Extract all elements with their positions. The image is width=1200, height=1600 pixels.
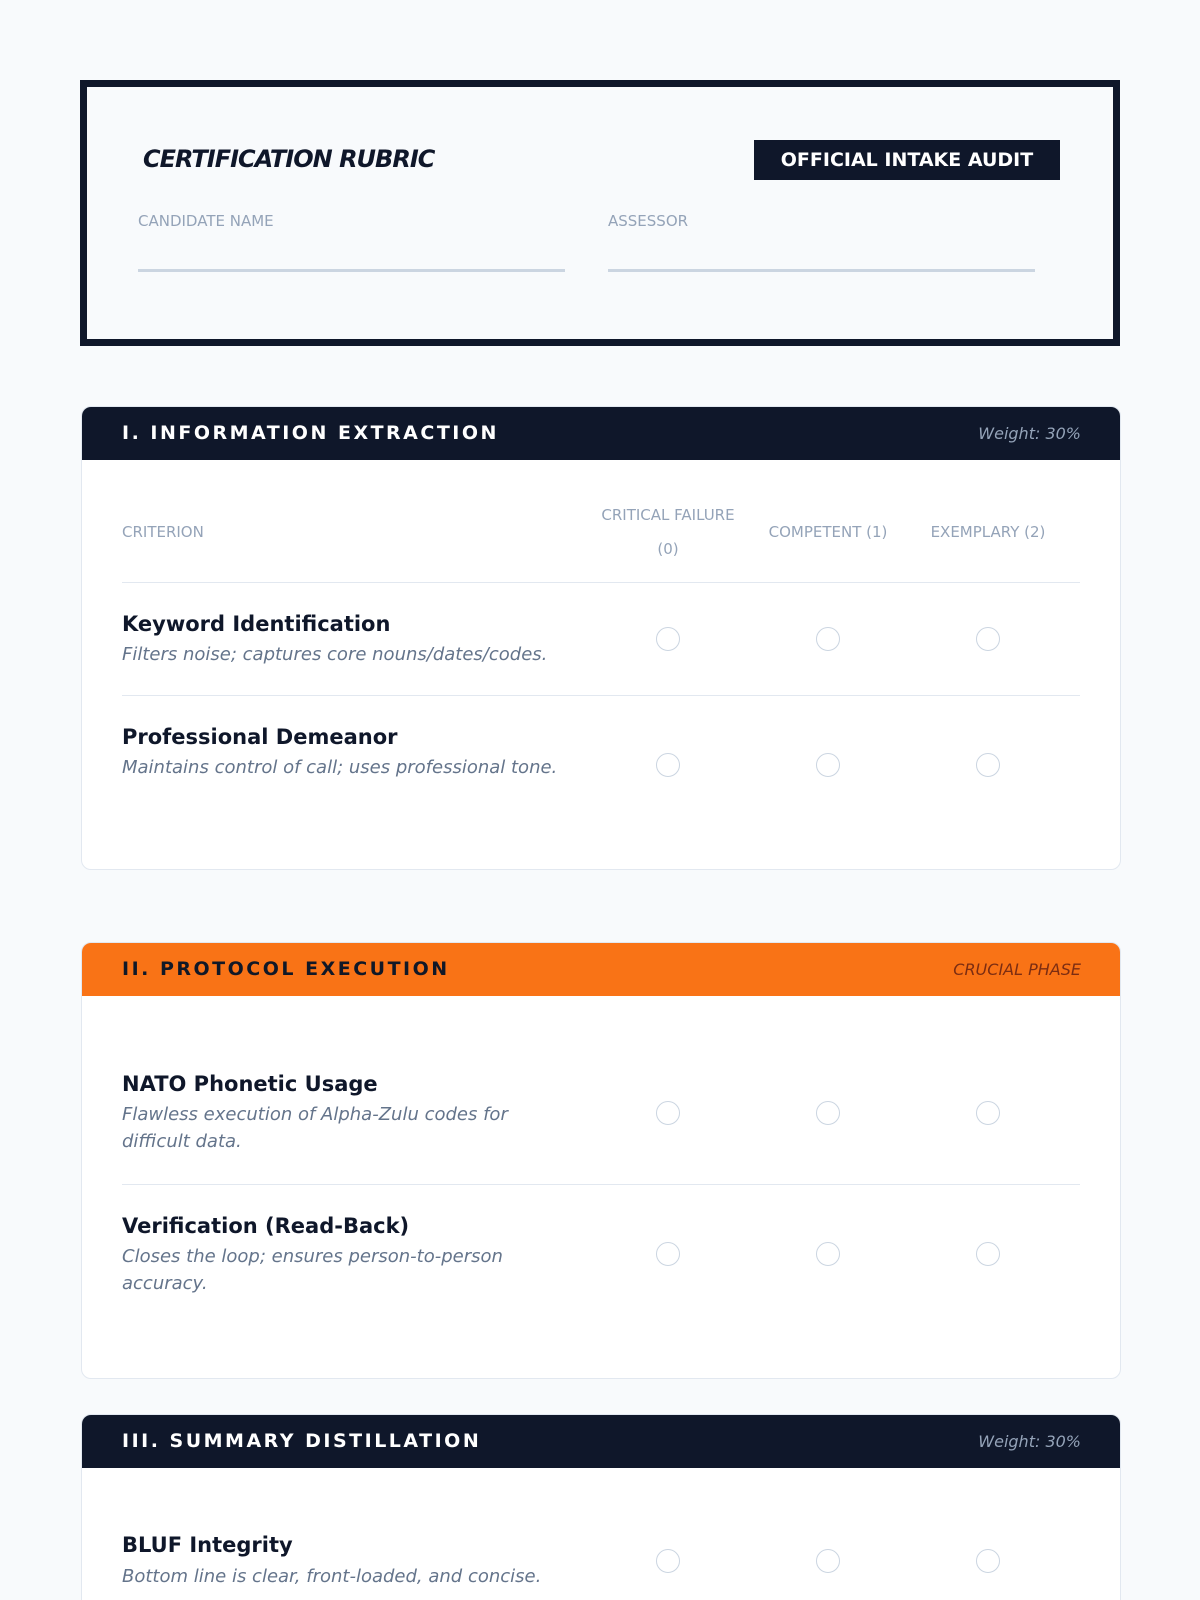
section-weight: Weight: 30% bbox=[978, 1432, 1081, 1451]
column-header-critical-failure bbox=[588, 498, 748, 566]
column-header-competent: COMPETENT (1) bbox=[768, 523, 888, 541]
column-header-criterion: CRITERION bbox=[122, 523, 204, 541]
score-radio-competent[interactable] bbox=[816, 1242, 840, 1266]
score-radio-competent[interactable] bbox=[816, 1549, 840, 1573]
criterion-row-professional-demeanor bbox=[82, 696, 1120, 836]
criterion-name: Professional Demeanor bbox=[122, 725, 398, 749]
score-radio-exemplary[interactable] bbox=[976, 1549, 1000, 1573]
score-radio-competent[interactable] bbox=[816, 627, 840, 651]
score-radio-competent[interactable] bbox=[816, 753, 840, 777]
criterion-name: Keyword Identification bbox=[122, 612, 391, 636]
criterion-name: Verification (Read-Back) bbox=[122, 1214, 410, 1238]
score-radio-exemplary[interactable] bbox=[976, 627, 1000, 651]
criterion-description: Bottom line is clear, front-loaded, and concise. bbox=[122, 1566, 542, 1587]
candidate-name-label: CANDIDATE NAME bbox=[138, 212, 274, 230]
column-header-exemplary: EXEMPLARY (2) bbox=[930, 523, 1046, 541]
section-summary-distillation bbox=[81, 1414, 1121, 1600]
document-title: CERTIFICATION RUBRIC bbox=[143, 145, 435, 173]
header-card bbox=[80, 80, 1120, 346]
assessor-input[interactable] bbox=[608, 242, 1035, 272]
score-radio-exemplary[interactable] bbox=[976, 1101, 1000, 1125]
section-title: II. PROTOCOL EXECUTION bbox=[122, 958, 450, 980]
criterion-row-verification-read-back bbox=[82, 1185, 1120, 1365]
section-title: I. INFORMATION EXTRACTION bbox=[122, 422, 499, 444]
assessor-label: ASSESSOR bbox=[608, 212, 689, 230]
criterion-row-bluf-integrity bbox=[82, 1468, 1120, 1600]
criterion-description: Filters noise; captures core nouns/dates/codes. bbox=[122, 644, 548, 665]
criterion-row-nato-phonetic-usage bbox=[82, 996, 1120, 1185]
criterion-description: Maintains control of call; uses professional tone. bbox=[122, 757, 558, 778]
score-radio-critical-failure[interactable] bbox=[656, 1549, 680, 1573]
score-radio-competent[interactable] bbox=[816, 1101, 840, 1125]
candidate-name-input[interactable] bbox=[138, 242, 565, 272]
section-title: III. SUMMARY DISTILLATION bbox=[122, 1430, 482, 1452]
score-radio-exemplary[interactable] bbox=[976, 1242, 1000, 1266]
audit-badge: OFFICIAL INTAKE AUDIT bbox=[754, 140, 1060, 180]
section-weight: Weight: 30% bbox=[978, 424, 1081, 443]
section-header bbox=[82, 943, 1120, 996]
section-phase-tag: CRUCIAL PHASE bbox=[953, 960, 1081, 979]
criterion-name: NATO Phonetic Usage bbox=[122, 1072, 378, 1096]
column-headers bbox=[82, 460, 1120, 583]
score-radio-critical-failure[interactable] bbox=[656, 1242, 680, 1266]
score-radio-exemplary[interactable] bbox=[976, 753, 1000, 777]
criterion-row-keyword-identification bbox=[82, 583, 1120, 696]
column-header-critical-failure-line2: (0) bbox=[657, 540, 679, 558]
criterion-name: BLUF Integrity bbox=[122, 1533, 293, 1557]
section-header bbox=[82, 407, 1120, 460]
score-radio-critical-failure[interactable] bbox=[656, 753, 680, 777]
criterion-description: Closes the loop; ensures person-to-person accuracy. bbox=[122, 1246, 503, 1294]
section-header bbox=[82, 1415, 1120, 1468]
section-protocol-execution bbox=[81, 942, 1121, 1379]
column-header-critical-failure-line1: CRITICAL FAILURE bbox=[601, 506, 735, 524]
score-radio-critical-failure[interactable] bbox=[656, 1101, 680, 1125]
criterion-description: Flawless execution of Alpha-Zulu codes for difficult data. bbox=[122, 1104, 508, 1152]
score-radio-critical-failure[interactable] bbox=[656, 627, 680, 651]
section-information-extraction bbox=[81, 406, 1121, 870]
